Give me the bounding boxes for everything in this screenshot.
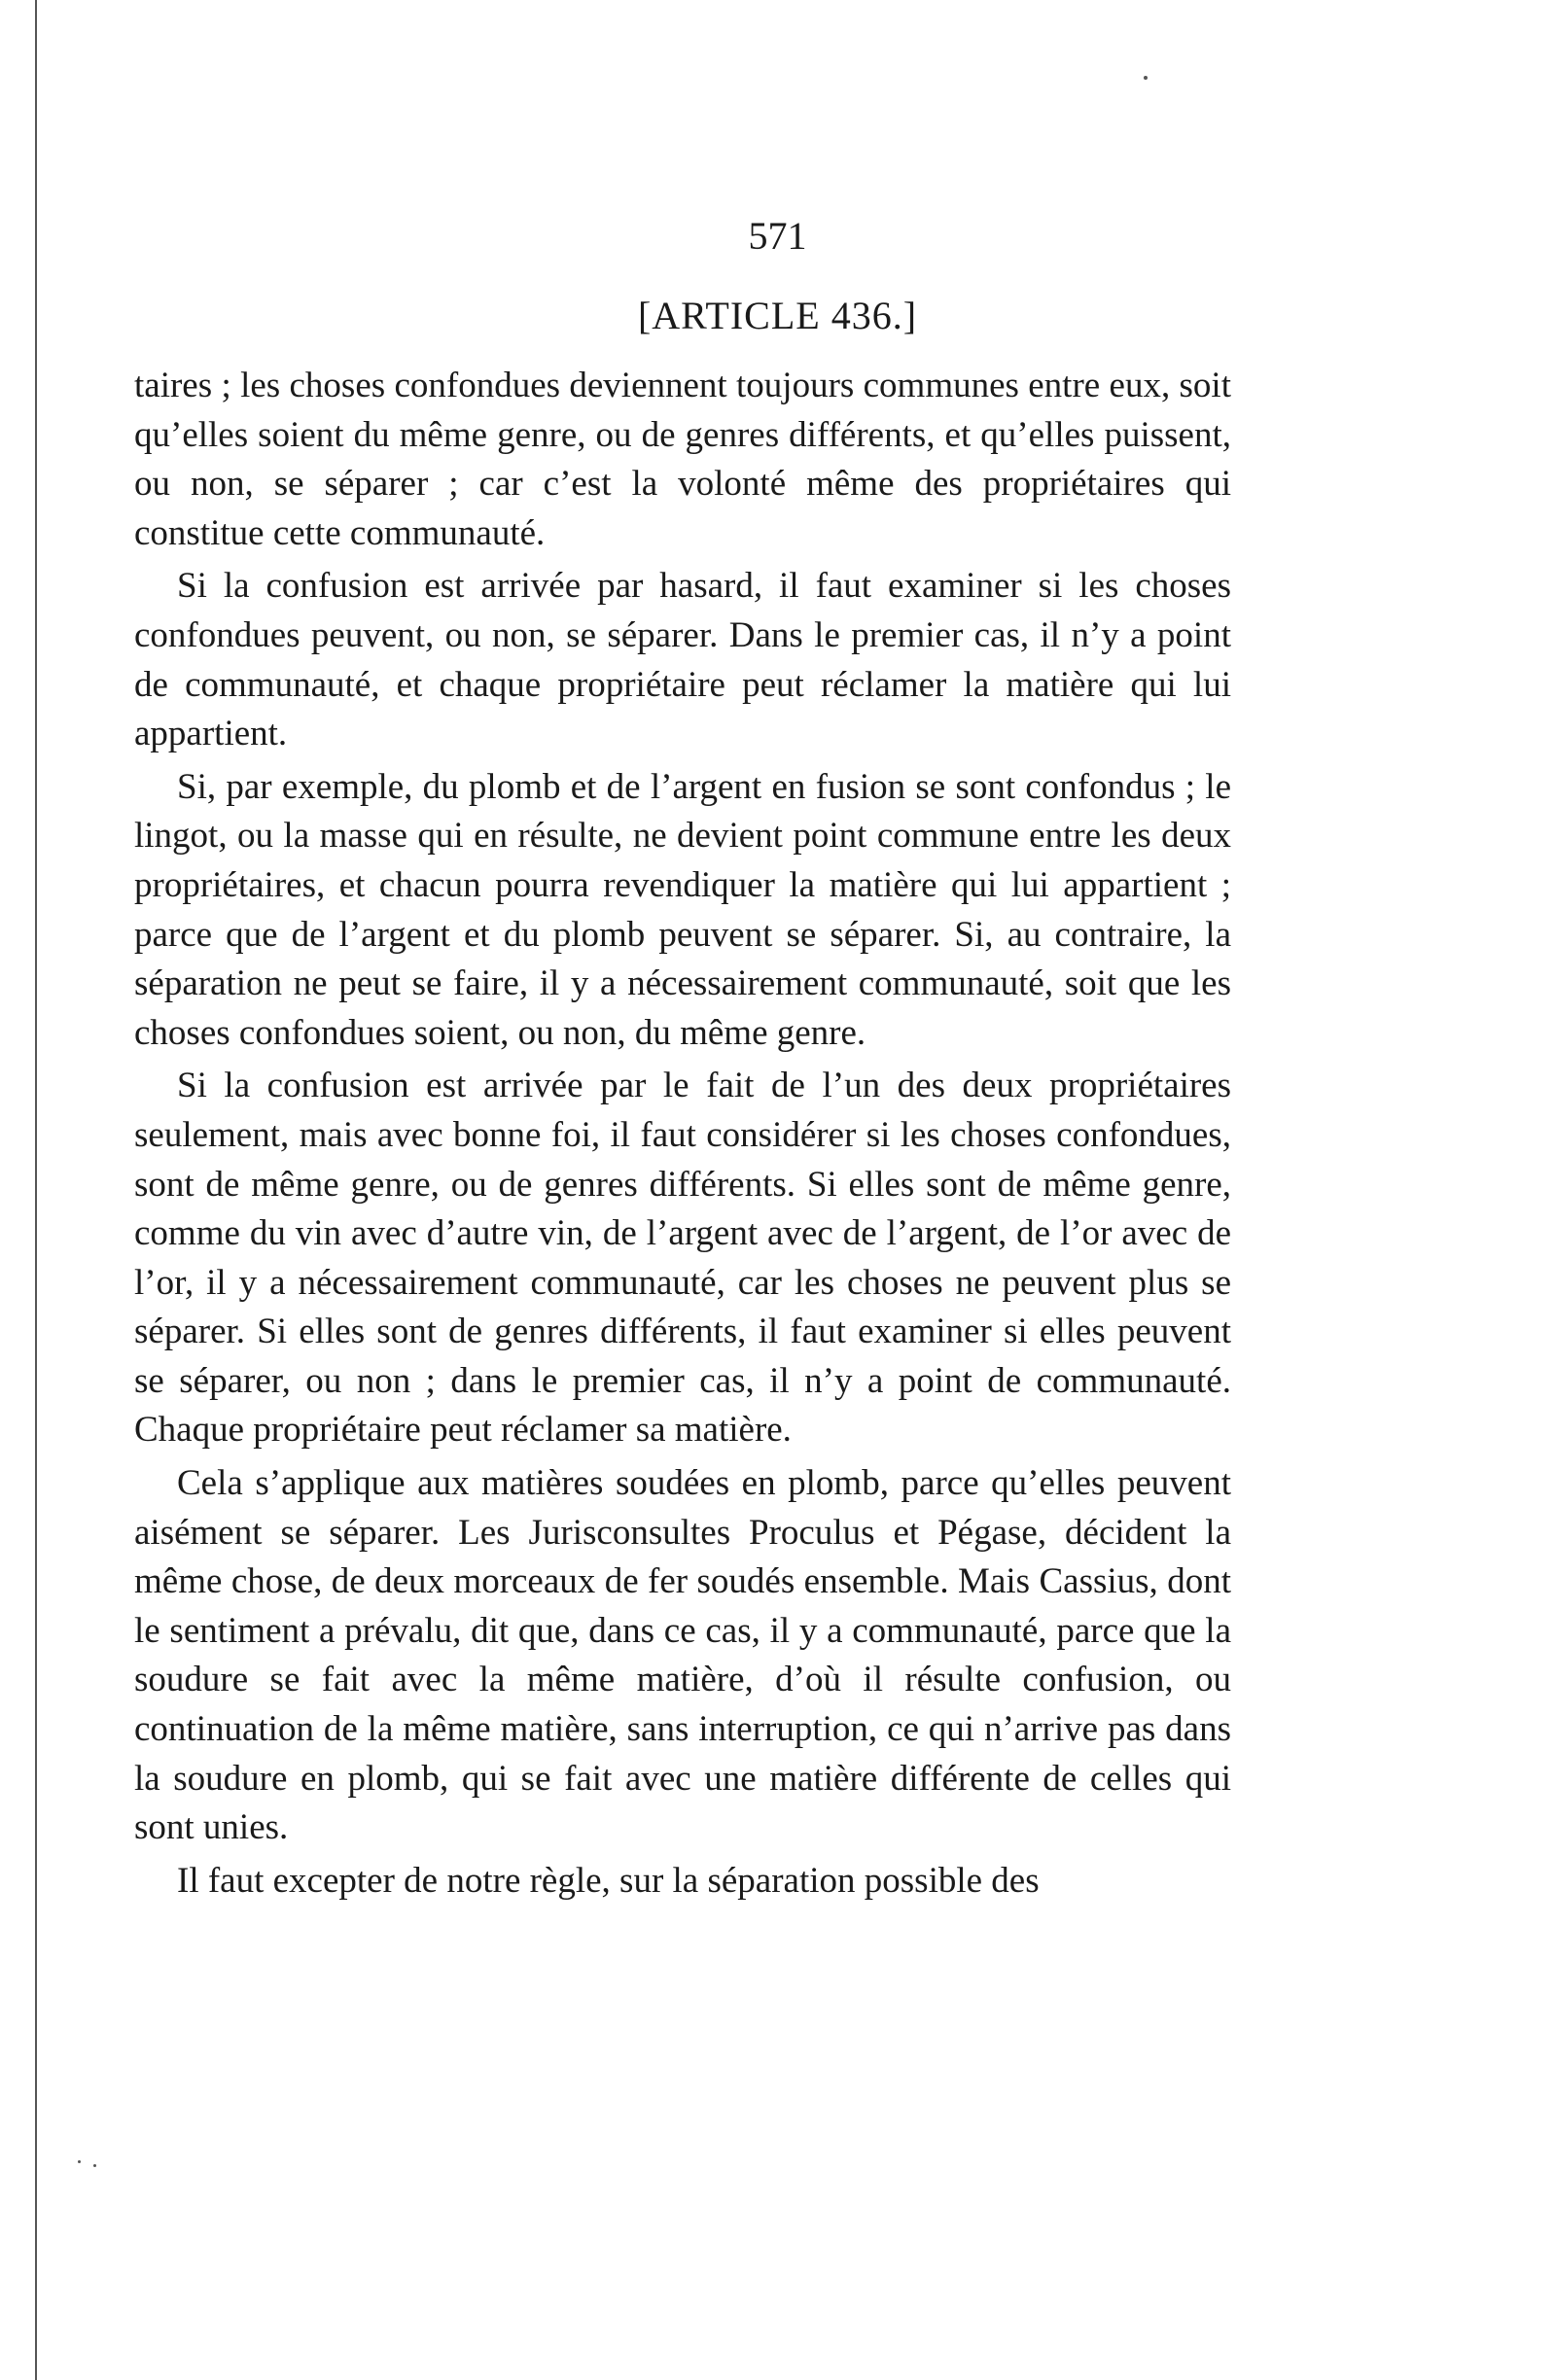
article-heading: [ARTICLE 436.] bbox=[637, 294, 918, 337]
body-text bbox=[134, 362, 1231, 1909]
paragraph: Si, par exemple, du plomb et de l’argent en fusion se sont confondus ; le lingot, ou la masse qui en résulte, ne devient point commune entre les deux propriétaires, et chacun pourra revendiquer la matière qui lui appartient ; parce que de l’argent et du plomb peuvent se séparer. Si, au contraire, la séparation ne peut se faire, il y a nécessairement communauté, soit que les choses confondues soient, ou non, du même genre. bbox=[134, 766, 1231, 1053]
paragraph-continuation: taires ; les choses confondues deviennent toujours communes entre eux, soit qu’elles soient du même genre, ou de genres différents, et qu’elles puissent, ou non, se séparer ; car c’est la volonté même des propriétaires qui constitue cette communauté. bbox=[134, 366, 1231, 553]
page-number: 571 bbox=[748, 214, 807, 258]
paragraph: Si la confusion est arrivée par le fait de l’un des deux propriétaires seulement, mais avec bonne foi, il faut considérer si les choses confondues, sont de même genre, ou de genres différents. Si elles sont de même genre, comme du vin avec d’autre vin, de l’argent avec de l’argent, de l’or avec de l’or, il y a nécessairement communauté, car les choses ne peuvent plus se séparer. Si elles sont de genres différents, il faut examiner si elles peuvent se séparer, ou non ; dans le premier cas, il n’y a point de communauté. Chaque propriétaire peut réclamer sa matière. bbox=[134, 1066, 1231, 1451]
page-binding-edge bbox=[35, 0, 37, 2380]
paragraph: Il faut excepter de notre règle, sur la séparation possible des bbox=[177, 1860, 1040, 1901]
paragraph: Si la confusion est arrivée par hasard, il faut examiner si les choses confondues peuvent, ou non, se séparer. Dans le premier cas, il n’y a point de communauté, et chaque propriétaire peut réclamer la matière qui lui appartient. bbox=[134, 566, 1231, 754]
paper-speck bbox=[93, 2164, 96, 2167]
paper-speck bbox=[1144, 76, 1148, 80]
paragraph: Cela s’applique aux matières soudées en plomb, parce qu’elles peuvent aisément se séparer. Les Jurisconsultes Proculus et Pégase, décident la même chose, de deux morceaux de fer soudés ensemble. Mais Cassius, dont le sentiment a prévalu, dit que, dans ce cas, il y a communauté, parce que la soudure se fait avec la même matière, d’où il résulte confusion, ou continuation de la même matière, sans interruption, ce qui n’arrive pas dans la soudure en plomb, qui se fait avec une matière différente de celles qui sont unies. bbox=[134, 1463, 1231, 1848]
paper-speck bbox=[78, 2160, 81, 2163]
